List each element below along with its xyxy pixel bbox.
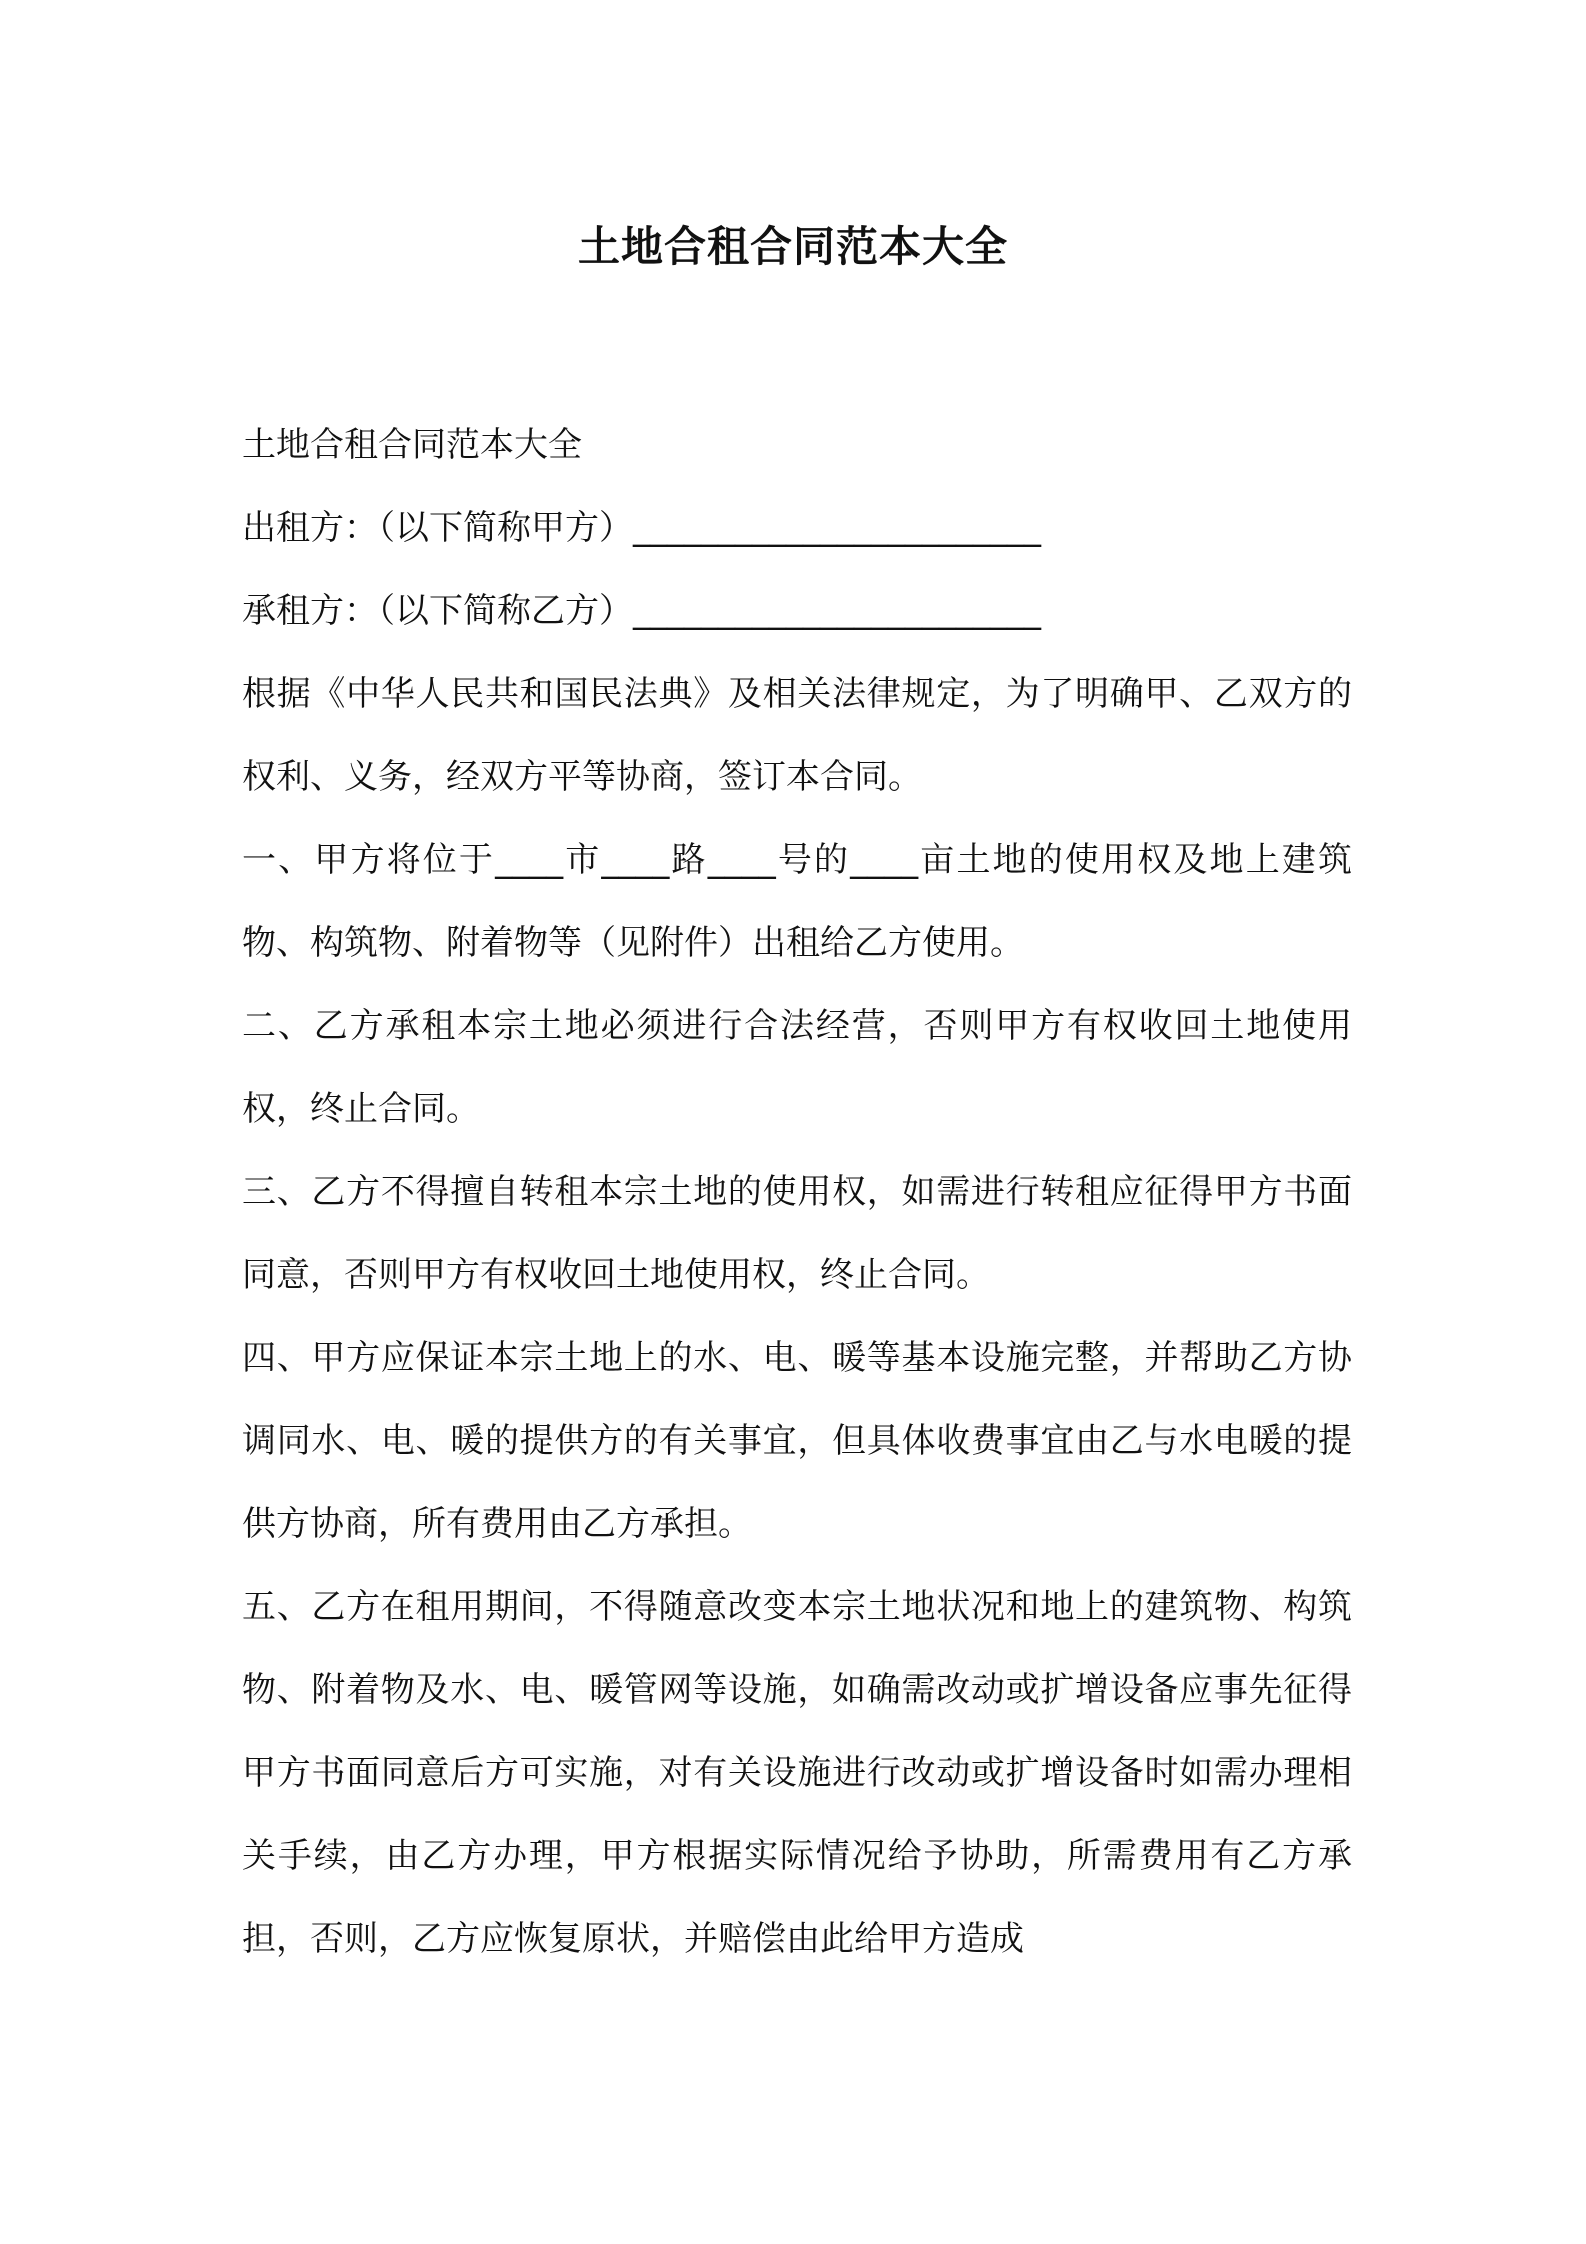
clause-paragraph-5: 五、乙方在租用期间，不得随意改变本宗土地状况和地上的建筑物、构筑物、附着物及水、电、暖管网等设施，如确需改动或扩增设备应事先征得甲方书面同意后方可实施，对有关设施进行改动或扩增设备时如需办理相关手续，由乙方办理，甲方根据实际情况给予协助，所需费用有乙方承担，否则，乙方应恢复原状，并赔偿由此给甲方造成: [242, 1587, 1352, 1959]
lessor-line: 出租方：（以下简称甲方）________________________: [242, 508, 1041, 548]
clause-paragraph-1: 一、甲方将位于____市____路____号的____亩土地的使用权及地上建筑物、构筑物、附着物等（见附件）出租给乙方使用。: [242, 840, 1352, 963]
document-title: 土地合租合同范本大全: [577, 222, 1008, 271]
clause-paragraph-2: 二、乙方承租本宗土地必须进行合法经营，否则甲方有权收回土地使用权，终止合同。: [242, 1006, 1352, 1129]
clause-paragraph-4: 四、甲方应保证本宗土地上的水、电、暖等基本设施完整，并帮助乙方协调同水、电、暖的提供方的有关事宜，但具体收费事宜由乙与水电暖的提供方协商，所有费用由乙方承担。: [242, 1338, 1352, 1544]
document-body: [242, 404, 1352, 1981]
clause-paragraph-3: 三、乙方不得擅自转租本宗土地的使用权，如需进行转租应征得甲方书面同意，否则甲方有权收回土地使用权，终止合同。: [242, 1172, 1352, 1295]
document-subtitle: 土地合租合同范本大全: [242, 425, 582, 465]
lessee-line: 承租方：（以下简称乙方）________________________: [242, 591, 1041, 631]
preamble-paragraph: 根据《中华人民共和国民法典》及相关法律规定，为了明确甲、乙双方的权利、义务，经双方平等协商，签订本合同。: [242, 674, 1352, 797]
